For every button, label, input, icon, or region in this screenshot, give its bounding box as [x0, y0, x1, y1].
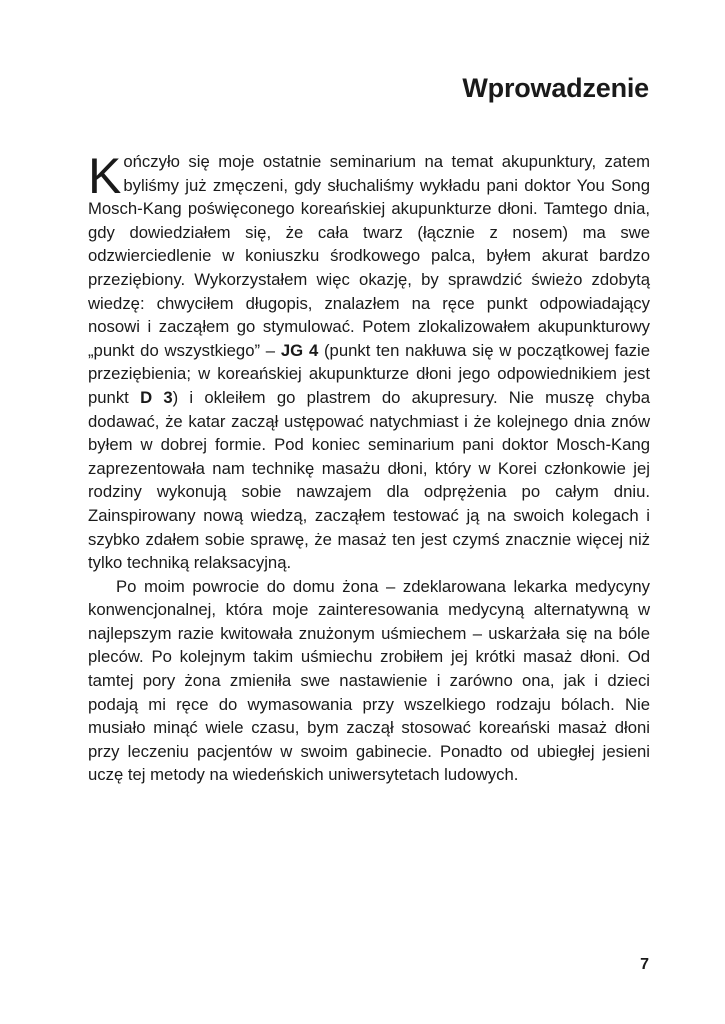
drop-cap: K [88, 148, 122, 204]
paragraph-2: Po moim powrocie do domu żona – zdeklarowana lekarka medycyny konwencjonalnej, która moje zainteresowania medycyną alternatywną w najlepszym razie kwitowała znużonym uśmiechem – uskarżała się na bóle pleców. Po kolejnym takim uśmiechu zrobiłem jej krótki masaż dłoni. Od tamtej pory żona zmieniła swe nastawienie i zarówno ona, jak i dzieci podają mi ręce do wymasowania przy wszelkiego rodzaju bólach. Nie musiało minąć wiele czasu, bym zaczął stosować koreański masaż dłoni przy leczeniu pacjentów w swoim gabinecie. Ponadto od ubiegłej jesieni uczę tej metody na wiedeńskich uniwersytetach ludowych. [88, 576, 650, 785]
paragraph-1-text-part-3: ) i okleiłem go plastrem do akupresury. Nie muszę chyba dodawać, że katar zaczął ustępować natychmiast i że kolejnego dnia znów byłem w dobrej formie. Pod koniec seminarium pani doktor Mosch-Kang zaprezentowała nam technikę masażu dłoni, który w Korei członkowie jej rodziny wykonują sobie nawzajem dla odprężenia po całym dniu. Zainspirowany nową wiedzą, zacząłem testować ją na swoich kolegach i szybko zdałem sobie sprawę, że masaż ten jest czymś znacznie więcej niż tylko techniką relaksacyjną. [88, 387, 650, 573]
paragraph-1-text-part-2: (punkt ten nakłuwa się w początkowej fazie przeziębienia; w koreańskiej akupunkturze dłoni jego odpowiednikiem jest punkt [88, 340, 650, 407]
paragraph-1-text-part-1: ończyło się moje ostatnie seminarium na temat akupunktury, zatem byliśmy już zmęczeni, gdy słuchaliśmy wykładu pani doktor You Song Mosch-Kang poświęconego koreańskiej akupunkturze dłoni. Tamtego dnia, gdy dowiedziałem się, że cała twarz (łącznie z nosem) ma swe odzwierciedlenie w koniuszku środkowego palca, byłem akurat bardzo przeziębiony. Wykorzystałem więc okazję, by sprawdzić świeżo zdobytą wiedzę: chwyciłem długopis, znalazłem na ręce punkt odpowiadający nosowi i zacząłem go stymulować. Potem zlokalizowałem akupunkturowy „punkt do wszystkiego” – [88, 152, 650, 360]
page-number: 7 [640, 956, 649, 973]
chapter-body [88, 150, 650, 787]
paragraph-1 [88, 150, 650, 575]
acupoint-jg4: JG 4 [280, 340, 319, 360]
acupoint-d3: D 3 [140, 387, 173, 407]
chapter-title: Wprowadzenie [462, 73, 649, 103]
